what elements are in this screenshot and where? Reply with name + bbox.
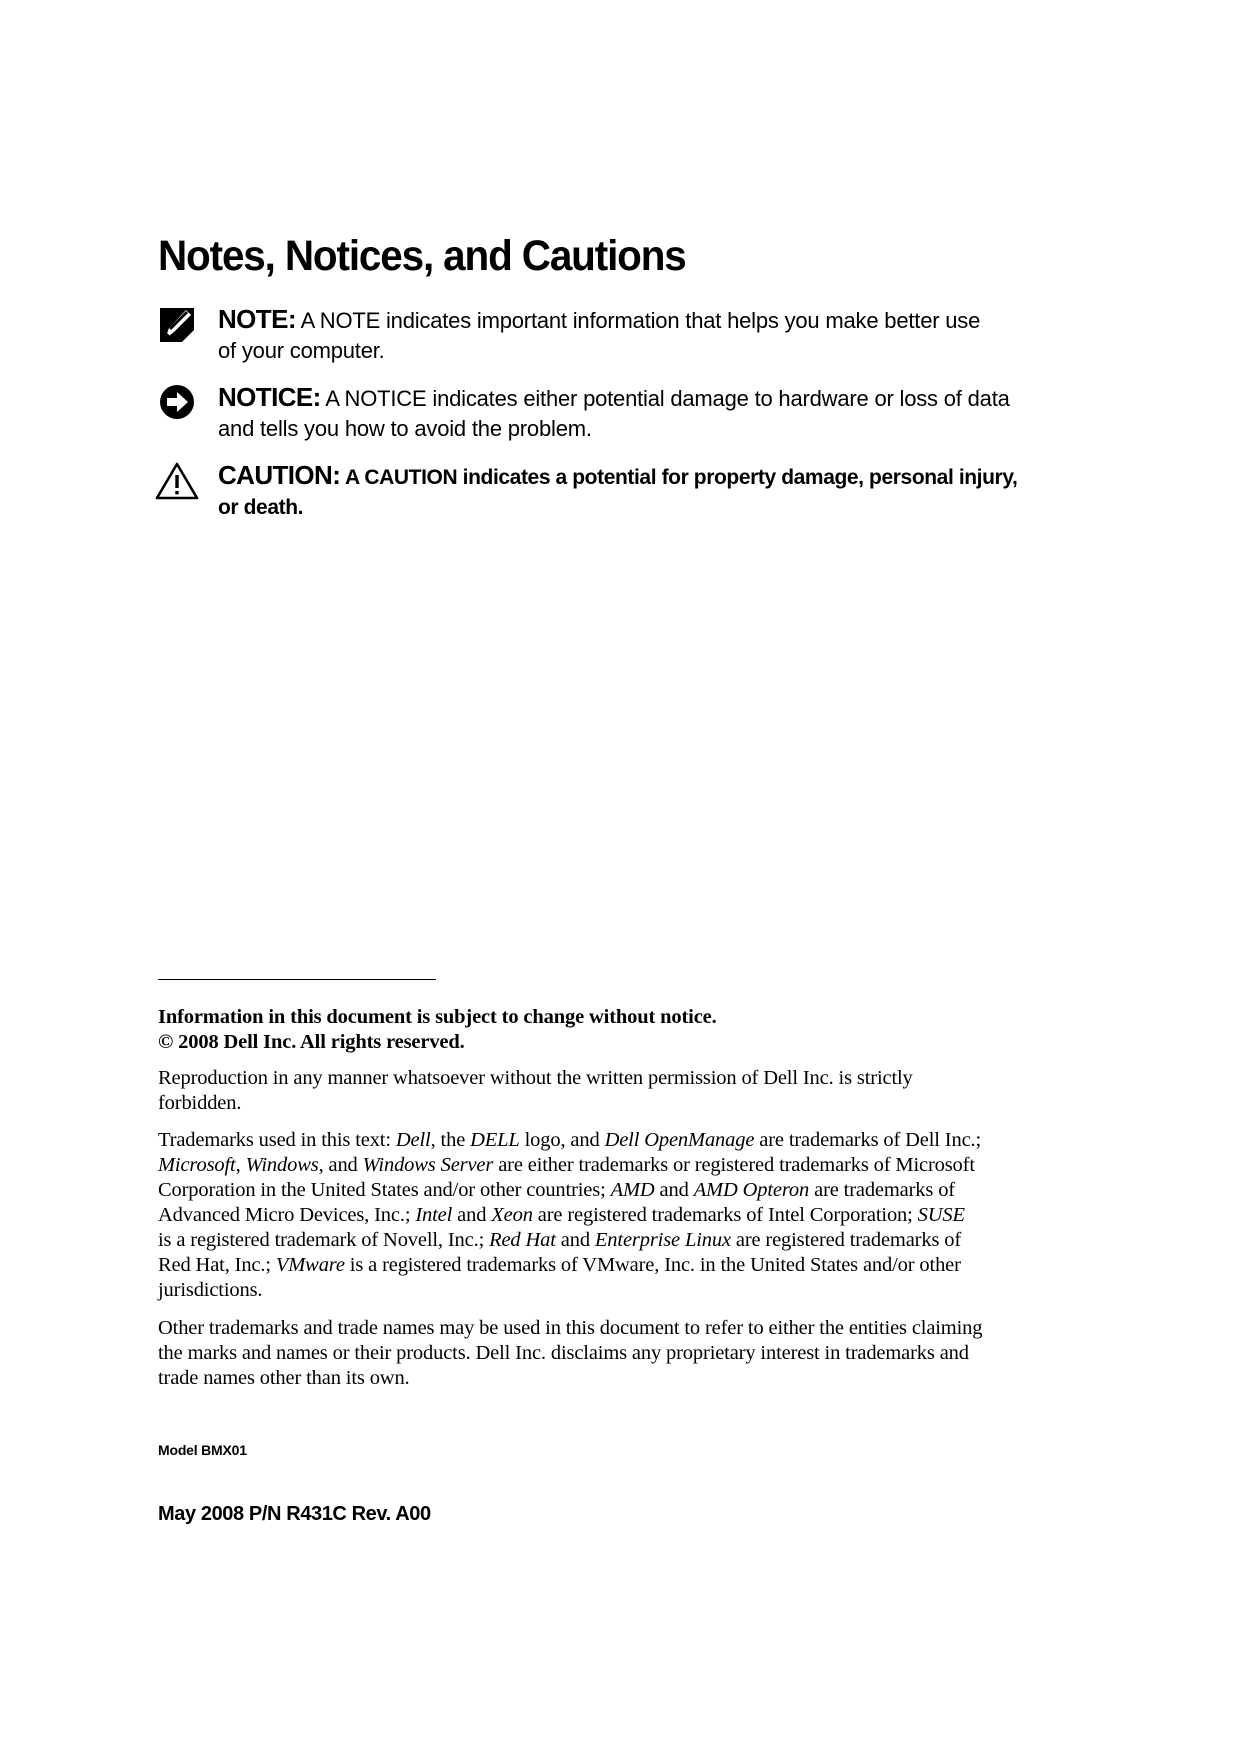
tm-microsoft: Microsoft: [158, 1154, 236, 1176]
tm-text: are registered trademarks of: [730, 1229, 962, 1251]
part-number: May 2008 P/N R431C Rev. A00: [158, 1503, 431, 1525]
pencil-note-icon: [156, 304, 200, 348]
tm-text: are trademarks of: [809, 1179, 955, 1201]
trademarks-line-7: jurisdictions.: [158, 1279, 263, 1301]
trademarks-line-5: [158, 1228, 1058, 1253]
other-line-3: trade names other than its own.: [158, 1367, 410, 1389]
reproduction-paragraph: [158, 1066, 1058, 1116]
note-label: NOTE:: [218, 304, 296, 334]
caution-text: [218, 460, 1118, 523]
copyright-block: [158, 1005, 1058, 1055]
tm-text: are either trademarks or registered trademarks of Microsoft: [493, 1154, 975, 1176]
notice-label: NOTICE:: [218, 382, 321, 412]
note-line-2: of your computer.: [218, 338, 385, 363]
trademarks-line-2: [158, 1153, 1058, 1178]
tm-text: , and: [318, 1154, 363, 1176]
divider-rule: [158, 979, 436, 980]
tm-red-hat: Red Hat: [489, 1229, 556, 1251]
tm-text: logo, and: [519, 1129, 605, 1151]
trademarks-paragraph: [158, 1128, 1058, 1303]
tm-text: are registered trademarks of Intel Corporation;: [532, 1204, 918, 1226]
page-title: Notes, Notices, and Cautions: [158, 232, 686, 280]
other-trademarks-paragraph: [158, 1316, 1058, 1391]
tm-dell: Dell: [395, 1129, 431, 1151]
trademarks-line-6: [158, 1253, 1058, 1278]
trademarks-line-4: [158, 1203, 1058, 1228]
tm-suse: SUSE: [917, 1204, 965, 1226]
tm-text: is a registered trademark of Novell, Inc.;: [158, 1229, 490, 1251]
caution-line-2: or death.: [218, 496, 304, 519]
tm-amd: AMD: [610, 1179, 655, 1201]
notice-text: [218, 382, 1118, 444]
tm-text: Corporation in the United States and/or other countries;: [158, 1179, 611, 1201]
other-line-1: Other trademarks and trade names may be used in this document to refer to either the entities claiming: [158, 1317, 983, 1339]
tm-text: Advanced Micro Devices, Inc.;: [158, 1204, 416, 1226]
tm-text: is a registered trademarks of VMware, Inc. in the United States and/or other: [344, 1254, 961, 1276]
tm-text: are trademarks of Dell Inc.;: [754, 1129, 982, 1151]
model-number: Model BMX01: [158, 1442, 247, 1458]
trademarks-line-3: [158, 1178, 1058, 1203]
tm-windows-server: Windows Server: [362, 1154, 494, 1176]
tm-text: Red Hat, Inc.;: [158, 1254, 276, 1276]
tm-xeon: Xeon: [491, 1204, 533, 1226]
trademarks-line-1: [158, 1128, 1058, 1153]
tm-text: Trademarks used in this text:: [158, 1129, 396, 1151]
notice-line-2: and tells you how to avoid the problem.: [218, 416, 592, 441]
tm-amd-opteron: AMD Opteron: [693, 1179, 810, 1201]
warning-triangle-icon: [154, 460, 198, 504]
tm-dell-logo: DELL: [470, 1129, 520, 1151]
copyright-text: © 2008 Dell Inc. All rights reserved.: [158, 1031, 465, 1053]
subject-to-change-text: Information in this document is subject to change without notice.: [158, 1006, 717, 1028]
tm-openmanage: Dell OpenManage: [604, 1129, 755, 1151]
tm-vmware: VMware: [275, 1254, 345, 1276]
tm-enterprise-linux: Enterprise Linux: [594, 1229, 731, 1251]
tm-text: and: [452, 1204, 492, 1226]
tm-windows: Windows: [245, 1154, 319, 1176]
reproduction-line-1: Reproduction in any manner whatsoever without the written permission of Dell Inc. is strictly: [158, 1067, 913, 1089]
tm-text: and: [654, 1179, 694, 1201]
note-text: [218, 304, 1118, 366]
other-line-2: the marks and names or their products. Dell Inc. disclaims any proprietary interest in trademarks and: [158, 1342, 969, 1364]
caution-label: CAUTION:: [218, 460, 341, 490]
tm-intel: Intel: [415, 1204, 453, 1226]
notice-line-1: A NOTICE indicates either potential damage to hardware or loss of data: [320, 386, 1010, 411]
notice-arrow-icon: [156, 382, 200, 426]
note-line-1: A NOTE indicates important information that helps you make better use: [295, 308, 981, 333]
tm-text: ,: [235, 1154, 246, 1176]
tm-text: and: [555, 1229, 595, 1251]
reproduction-line-2: forbidden.: [158, 1092, 242, 1114]
tm-text: , the: [430, 1129, 471, 1151]
caution-line-1: A CAUTION indicates a potential for property damage, personal injury,: [340, 466, 1018, 489]
